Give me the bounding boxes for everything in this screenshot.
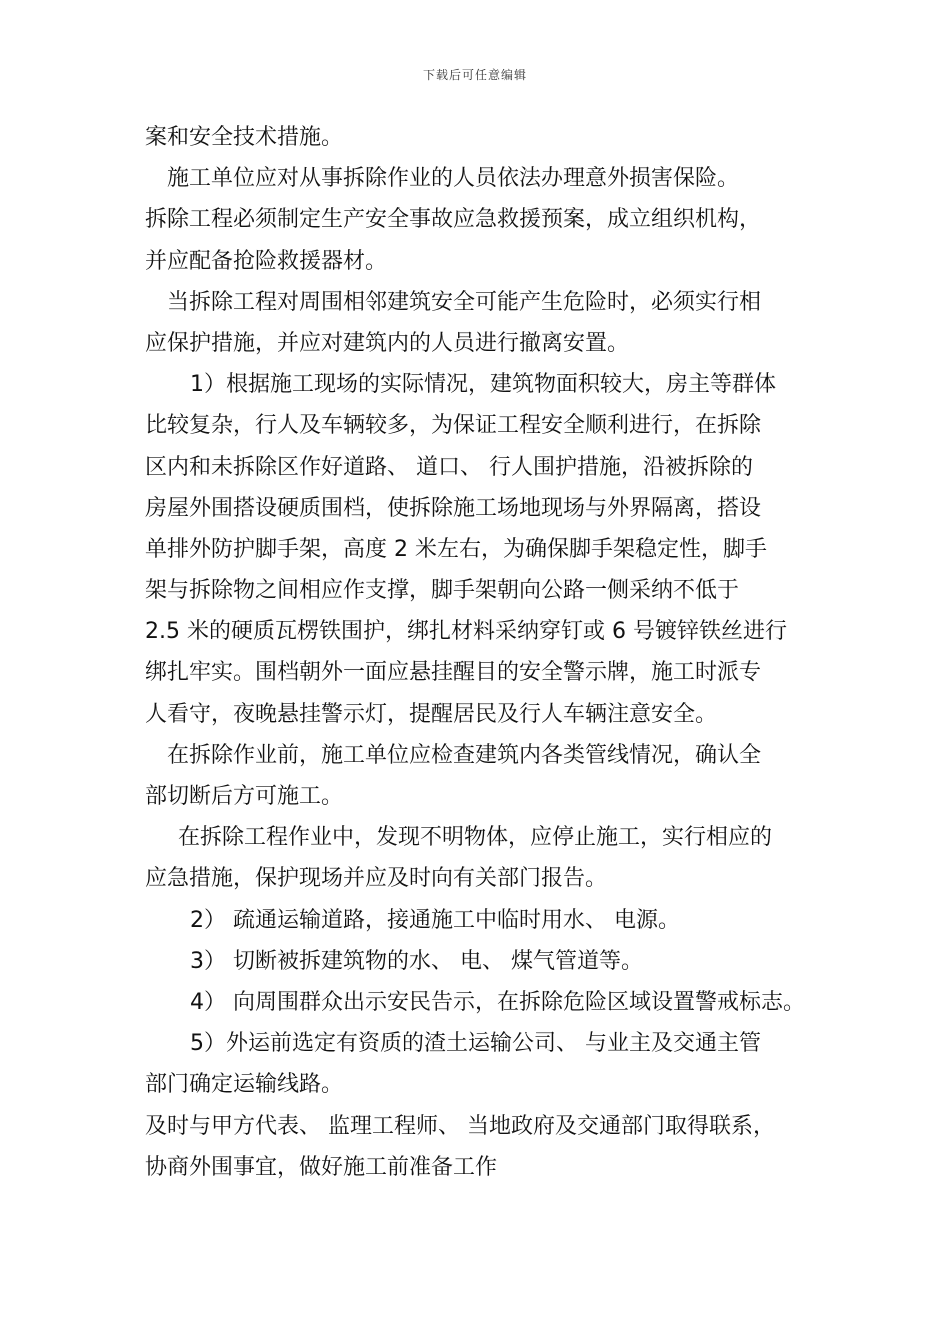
paragraph-line: 在拆除作业前，施工单位应检查建筑内各类管线情况，确认全 — [167, 742, 762, 768]
paragraph-line: 当拆除工程对周围相邻建筑安全可能产生危险时，必须实行相 — [167, 289, 762, 315]
paragraph-line: 绑扎牢实。围档朝外一面应悬挂醒目的安全警示牌，施工时派专 — [145, 660, 762, 686]
paragraph-line: 应保护措施，并应对建筑内的人员进行撤离安置。 — [145, 330, 630, 356]
paragraph-line: 3） 切断被拆建筑物的水、 电、 煤气管道等。 — [190, 948, 643, 974]
paragraph-line: 案和安全技术措施。 — [145, 125, 344, 150]
paragraph-line: 1）根据施工现场的实际情况，建筑物面积较大，房主等群体 — [190, 372, 776, 398]
document-body — [145, 117, 825, 1188]
paragraph-line: 并应配备抢险救援器材。 — [145, 248, 388, 274]
paragraph-line: 拆除工程必须制定生产安全事故应急救援预案，成立组织机构， — [145, 207, 762, 233]
paragraph-line: 2） 疏通运输道路，接通施工中临时用水、 电源。 — [190, 907, 680, 933]
paragraph-line: 房屋外围搭设硬质围档，使拆除施工场地现场与外界隔离，搭设 — [145, 495, 762, 521]
paragraph-line: 人看守，夜晚悬挂警示灯，提醒居民及行人车辆注意安全。 — [145, 701, 718, 727]
paragraph-line: 单排外防护脚手架，高度 2 米左右，为确保脚手架稳定性，脚手 — [145, 536, 767, 562]
paragraph-line: 施工单位应对从事拆除作业的人员依法办理意外损害保险。 — [167, 166, 740, 192]
paragraph-line: 部门确定运输线路。 — [145, 1072, 344, 1098]
paragraph-line: 在拆除工程作业中，发现不明物体，应停止施工，实行相应的 — [178, 825, 773, 851]
paragraph-line: 区内和未拆除区作好道路、 道口、 行人围护措施，沿被拆除的 — [145, 454, 753, 480]
paragraph-line: 4） 向周围群众出示安民告示，在拆除危险区域设置警戒标志。 — [190, 989, 805, 1015]
page-header: 下载后可任意编辑 — [422, 68, 527, 82]
paragraph-line: 比较复杂，行人及车辆较多，为保证工程安全顺利进行，在拆除 — [145, 413, 762, 439]
paragraph-line: 及时与甲方代表、 监理工程师、 当地政府及交通部门取得联系， — [145, 1113, 775, 1139]
paragraph-line: 部切断后方可施工。 — [145, 784, 344, 809]
paragraph-line: 2.5 米的硬质瓦楞铁围护，绑扎材料采纳穿钉或 6 号镀锌铁丝进行 — [145, 619, 787, 645]
paragraph-line: 架与拆除物之间相应作支撑，脚手架朝向公路一侧采纳不低于 — [145, 578, 740, 604]
paragraph-line: 应急措施，保护现场并应及时向有关部门报告。 — [145, 866, 608, 892]
paragraph-line: 协商外围事宜，做好施工前准备工作 — [145, 1154, 498, 1180]
paragraph-line: 5）外运前选定有资质的渣土运输公司、 与业主及交通主管 — [190, 1031, 761, 1057]
